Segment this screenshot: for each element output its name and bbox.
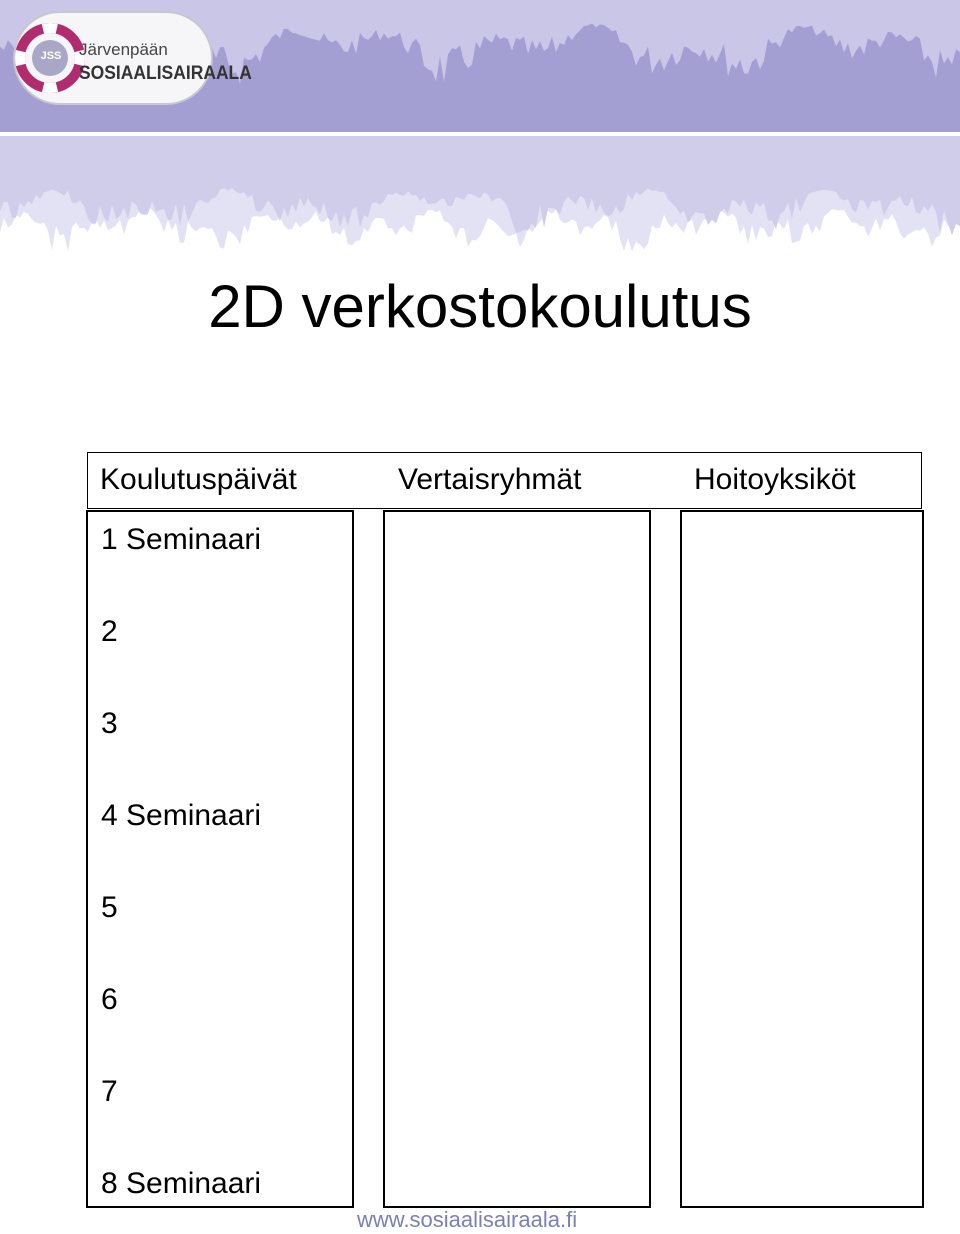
logo-badge: JSS bbox=[40, 50, 62, 62]
list-item: 4 Seminaari bbox=[101, 799, 262, 832]
header-hoitoyksikot: Hoitoyksiköt bbox=[694, 463, 856, 496]
list-item: 1 Seminaari bbox=[101, 523, 262, 556]
page-title: 2D verkostokoulutus bbox=[208, 273, 752, 340]
list-item: 2 bbox=[101, 615, 118, 648]
list-item: 5 bbox=[101, 891, 118, 924]
header-banner bbox=[0, 0, 960, 265]
list-item: 7 bbox=[101, 1075, 118, 1108]
list-item: 3 bbox=[101, 707, 118, 740]
header-koulutuspaivat: Koulutuspäivät bbox=[100, 463, 297, 496]
list-item: 8 Seminaari bbox=[101, 1167, 262, 1200]
column-hoitoyksikot bbox=[680, 510, 924, 1208]
column-koulutuspaivat bbox=[86, 510, 354, 1208]
footer-url[interactable]: www.sosiaalisairaala.fi bbox=[357, 1207, 578, 1232]
logo-text-town: Järvenpään bbox=[79, 40, 168, 59]
logo-text-name: SOSIAALISAIRAALA bbox=[79, 63, 252, 84]
header-vertaisryhmat: Vertaisryhmät bbox=[398, 463, 582, 496]
column-vertaisryhmat bbox=[383, 510, 651, 1208]
list-item: 6 bbox=[101, 983, 118, 1016]
